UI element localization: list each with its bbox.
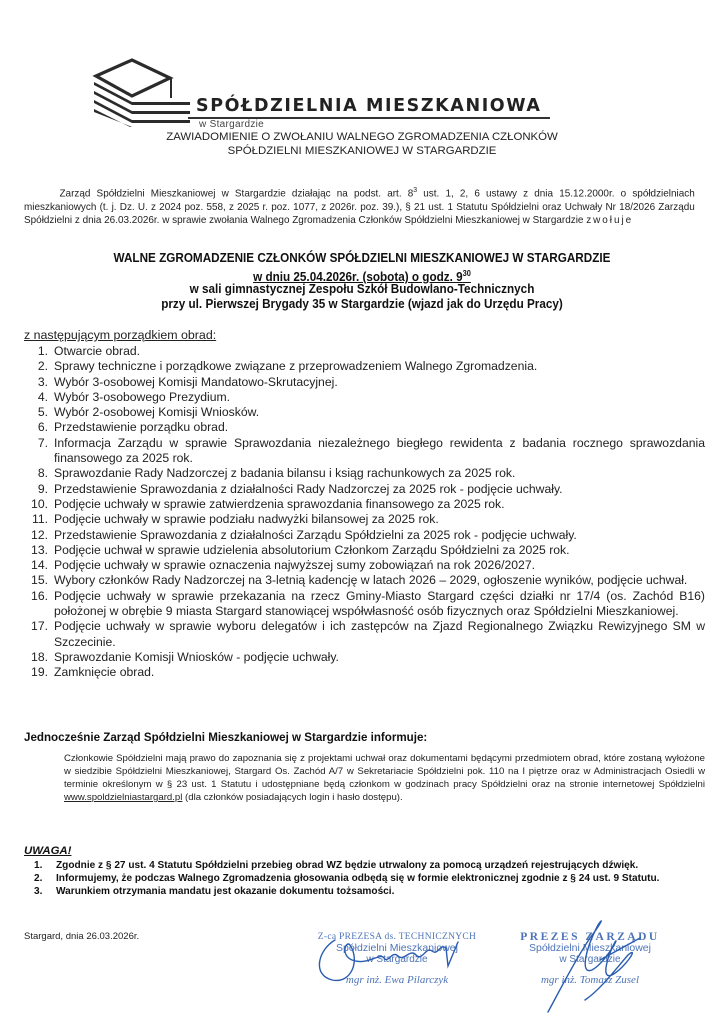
agenda-item-text: Przedstawienie porządku obrad. — [54, 420, 229, 435]
agenda-item-text: Podjęcie uchwały w sprawie podziału nadwyżki bilansowej za 2025 rok. — [54, 512, 439, 527]
agenda-item-number: 14. — [31, 558, 48, 573]
agenda-item — [26, 390, 705, 405]
agenda-item — [26, 650, 705, 665]
org-city: w Stargardzie — [199, 119, 265, 130]
agenda-item-text: Otwarcie obrad. — [54, 344, 141, 358]
agenda-item — [26, 619, 705, 650]
agenda-item-text: Wybór 3-osobowej Komisji Mandatowo-Skrutacyjnej. — [54, 374, 338, 389]
notice-heading: UWAGA! — [24, 845, 72, 857]
notice-item-number: 1. — [34, 860, 43, 871]
agenda-item-text: Przedstawienie Sprawozdania z działalności Rady Nadzorczej za 2025 rok - podjęcie uchwały. — [54, 481, 563, 496]
notice-item — [34, 872, 705, 885]
agenda-item-number: 17. — [31, 619, 48, 634]
cooperative-logo-icon — [92, 58, 192, 128]
agenda-item-text: Podjęcie uchwały w sprawie zatwierdzenia sprawozdania finansowego za 2025 rok. — [54, 496, 505, 511]
agenda-item-text: Podjęcie uchwał w sprawie udzielenia absolutorium Członkom Zarządu Spółdzielni za 2025 rok. — [54, 542, 570, 557]
meeting-venue: w sali gimnastycznej Zespołu Szkół Budowlano-Technicznych — [189, 282, 535, 296]
agenda-item-text: Przedstawienie Sprawozdania z działalności Zarządu Spółdzielni za 2025 rok - podjęcie uchwały. — [54, 527, 577, 542]
agenda-item-number: 11. — [31, 512, 48, 527]
stamp-title: PREZES ZARZĄDU — [520, 931, 660, 943]
info-heading: Jednocześnie Zarząd Spółdzielni Mieszkaniowej w Stargardzie informuje: — [24, 731, 428, 744]
agenda-item-text: Podjęcie uchwały w sprawie oznaczenia najwyższej sumy zobowiązań na rok 2026/2027. — [54, 558, 535, 573]
stamp-city: w Stargardzie — [366, 954, 428, 965]
info-text-2: (dla członków posiadających login i hasło dostępu). — [182, 792, 403, 803]
meeting-date-text: w dniu 25.04.2026r. (sobota) o godz. 9 — [253, 270, 463, 285]
agenda-item-text: Informacja Zarządu w sprawie Sprawozdania niezależnego biegłego rewidenta z badania rocznego sprawozdania finansowego za 2025 rok. — [54, 435, 705, 466]
stamp-name: mgr inż. Ewa Pilarczyk — [345, 974, 449, 986]
notice-item-text: Warunkiem otrzymania mandatu jest okazanie dokumentu tożsamości. — [56, 886, 395, 897]
agenda-item-number: 15. — [31, 573, 48, 588]
agenda-item — [26, 558, 705, 573]
intro-text-1: Zarząd Spółdzielni Mieszkaniowej w Stargardzie działając na podst. art. 8 — [59, 188, 414, 200]
agenda-item-number: 4. — [37, 389, 48, 404]
agenda-item-number: 2. — [37, 359, 48, 374]
agenda-item — [26, 665, 705, 680]
notice-item — [34, 885, 705, 898]
agenda-item-number: 5. — [37, 405, 48, 420]
agenda-item-number: 6. — [37, 420, 48, 435]
org-name: SPÓŁDZIELNIA MIESZKANIOWA — [196, 96, 542, 116]
stamp-name: mgr inż. Tomasz Zusel — [540, 974, 639, 986]
agenda-item — [26, 405, 705, 420]
agenda-item — [26, 359, 705, 374]
notice-item-number: 3. — [34, 886, 43, 897]
notice-list — [34, 859, 705, 898]
agenda-item-number: 8. — [37, 466, 48, 481]
agenda-item — [26, 482, 705, 497]
agenda-item-text: Wybór 3-osobowego Prezydium. — [54, 389, 231, 404]
agenda-item-number: 18. — [31, 649, 48, 664]
agenda-item-text: Zamknięcie obrad. — [54, 665, 155, 680]
agenda-item-number: 16. — [31, 588, 48, 603]
website-link[interactable]: www.spoldzielniastargard.pl — [64, 792, 183, 803]
agenda-item-number: 13. — [31, 542, 48, 557]
agenda-item-number: 9. — [37, 481, 48, 496]
stamp-vice-president — [312, 932, 482, 986]
intro-superscript: 3 — [413, 187, 418, 194]
agenda-item — [26, 497, 705, 512]
info-paragraph — [64, 752, 705, 804]
agenda-item-text: Wybory członków Rady Nadzorczej na 3-letnią kadencję w latach 2026 – 2029, ogłoszenie wyników, podjęcie uchwał. — [54, 573, 688, 588]
stamp-president — [497, 932, 683, 986]
info-text-1: Członkowie Spółdzielni mają prawo do zapoznania się z projektami uchwał oraz dokumentami będącymi przedmiotem obrad, które zostaną wyłożone w siedzibie Spółdzielni Mieszkaniowej, Stargard Os. Zachód A/7 w Sekretariacie Spółdzielni pok. 110 na I piętrze oraz w Administracjach Osiedli w terminie określonym w § 23 ust. 1 Statutu i udostępniane będą członkom w godzinach pracy Spółdzielni oraz na stronie internetowej Spółdzielni — [64, 753, 705, 790]
meeting-time-minutes: 30 — [462, 269, 471, 278]
agenda-item-number: 1. — [37, 344, 48, 358]
agenda-item-number: 10. — [31, 496, 48, 511]
intro-convenes: zwołuje — [586, 215, 634, 227]
stamp-org: Spółdzielni Mieszkaniowej — [529, 942, 651, 954]
notice-item — [34, 859, 705, 872]
agenda-item-text: Sprawozdanie Komisji Wniosków - podjęcie uchwały. — [54, 649, 339, 664]
place-date: Stargard, dnia 26.03.2026r. — [24, 931, 140, 942]
agenda-item — [26, 436, 705, 467]
notice-item-number: 2. — [34, 873, 43, 884]
stamp-title: Z-ca PREZESA ds. TECHNICZNYCH — [317, 932, 477, 942]
agenda-item — [26, 420, 705, 435]
notice-title-line1: ZAWIADOMIENIE O ZWOŁANIU WALNEGO ZGROMADZENIA CZŁONKÓW — [166, 131, 558, 143]
meeting-title: WALNE ZGROMADZENIE CZŁONKÓW SPÓŁDZIELNI MIESZKANIOWEJ W STARGARDZIE — [113, 251, 611, 265]
agenda-item-number: 19. — [31, 665, 48, 680]
notice-item-text: Zgodnie z § 27 ust. 4 Statutu Spółdzielni przebieg obrad WZ będzie utrwalony za pomocą urządzeń rejestrujących dźwięk. — [56, 860, 639, 871]
notice-title-line2: SPÓŁDZIELNI MIESZKANIOWEJ W STARGARDZIE — [227, 145, 497, 157]
agenda-item — [26, 344, 705, 359]
meeting-address: przy ul. Pierwszej Brygady 35 w Stargardzie (wjazd jak do Urzędu Pracy) — [161, 297, 563, 311]
stamp-org: Spółdzielni Mieszkaniowej — [336, 942, 458, 954]
agenda-item — [26, 512, 705, 527]
intro-paragraph — [24, 184, 695, 228]
agenda-item-text: Podjęcie uchwały w sprawie przekazania na rzecz Gminy-Miasto Stargard części działki nr 17/4 (os. Zachód B16) położonej w obrębie 9 miasta Stargard stanowiącej współwłasność osób fizycznych oraz Spółdzielni Mieszkaniowej. — [54, 588, 705, 619]
agenda-item — [26, 528, 705, 543]
intro-text-2: ust. 1, 2, 6 ustawy z dnia 15.12.2000r. o spółdzielniach mieszkaniowych (t. j. Dz. U. z 2024 poz. 558, z 2025 r. poz. 1077, z 2026r. poz. 39.), § 21 ust. 1 Statutu Spółdzielni oraz Uchwały Nr 18/2026 Zarządu Spółdzielni z dnia 26.03.2026r. w sprawie zwołania Walnego Zgromadzenia Członków Spółdzielni Mieszkaniowej w Stargardzie — [24, 188, 695, 227]
agenda-item-text: Wybór 2-osobowej Komisji Wniosków. — [54, 405, 260, 420]
agenda-item-number: 3. — [37, 374, 48, 389]
agenda-item — [26, 375, 705, 390]
agenda-item — [26, 466, 705, 481]
agenda-heading: z następującym porządkiem obrad: — [24, 328, 217, 342]
stamp-city: w Stargardzie — [559, 954, 621, 965]
agenda-item-text: Sprawozdanie Rady Nadzorczej z badania bilansu i ksiąg rachunkowych za 2025 rok. — [54, 466, 516, 481]
agenda-list — [26, 344, 705, 681]
agenda-item-text: Podjęcie uchwały w sprawie wyboru delegatów i ich zastępców na Zjazd Regionalnego Związku Rewizyjnego SM w Szczecinie. — [54, 619, 705, 649]
notice-item-text: Informujemy, że podczas Walnego Zgromadzenia głosowania odbędą się w formie elektronicznej zgodnie z § 24 ust. 9 Statutu. — [56, 873, 660, 884]
agenda-item — [26, 589, 705, 620]
agenda-item-text: Sprawy techniczne i porządkowe związane z przeprowadzeniem Walnego Zgromadzenia. — [54, 359, 538, 374]
agenda-item — [26, 543, 705, 558]
agenda-item — [26, 573, 705, 588]
agenda-item-number: 12. — [31, 527, 48, 542]
agenda-item-number: 7. — [37, 435, 48, 450]
